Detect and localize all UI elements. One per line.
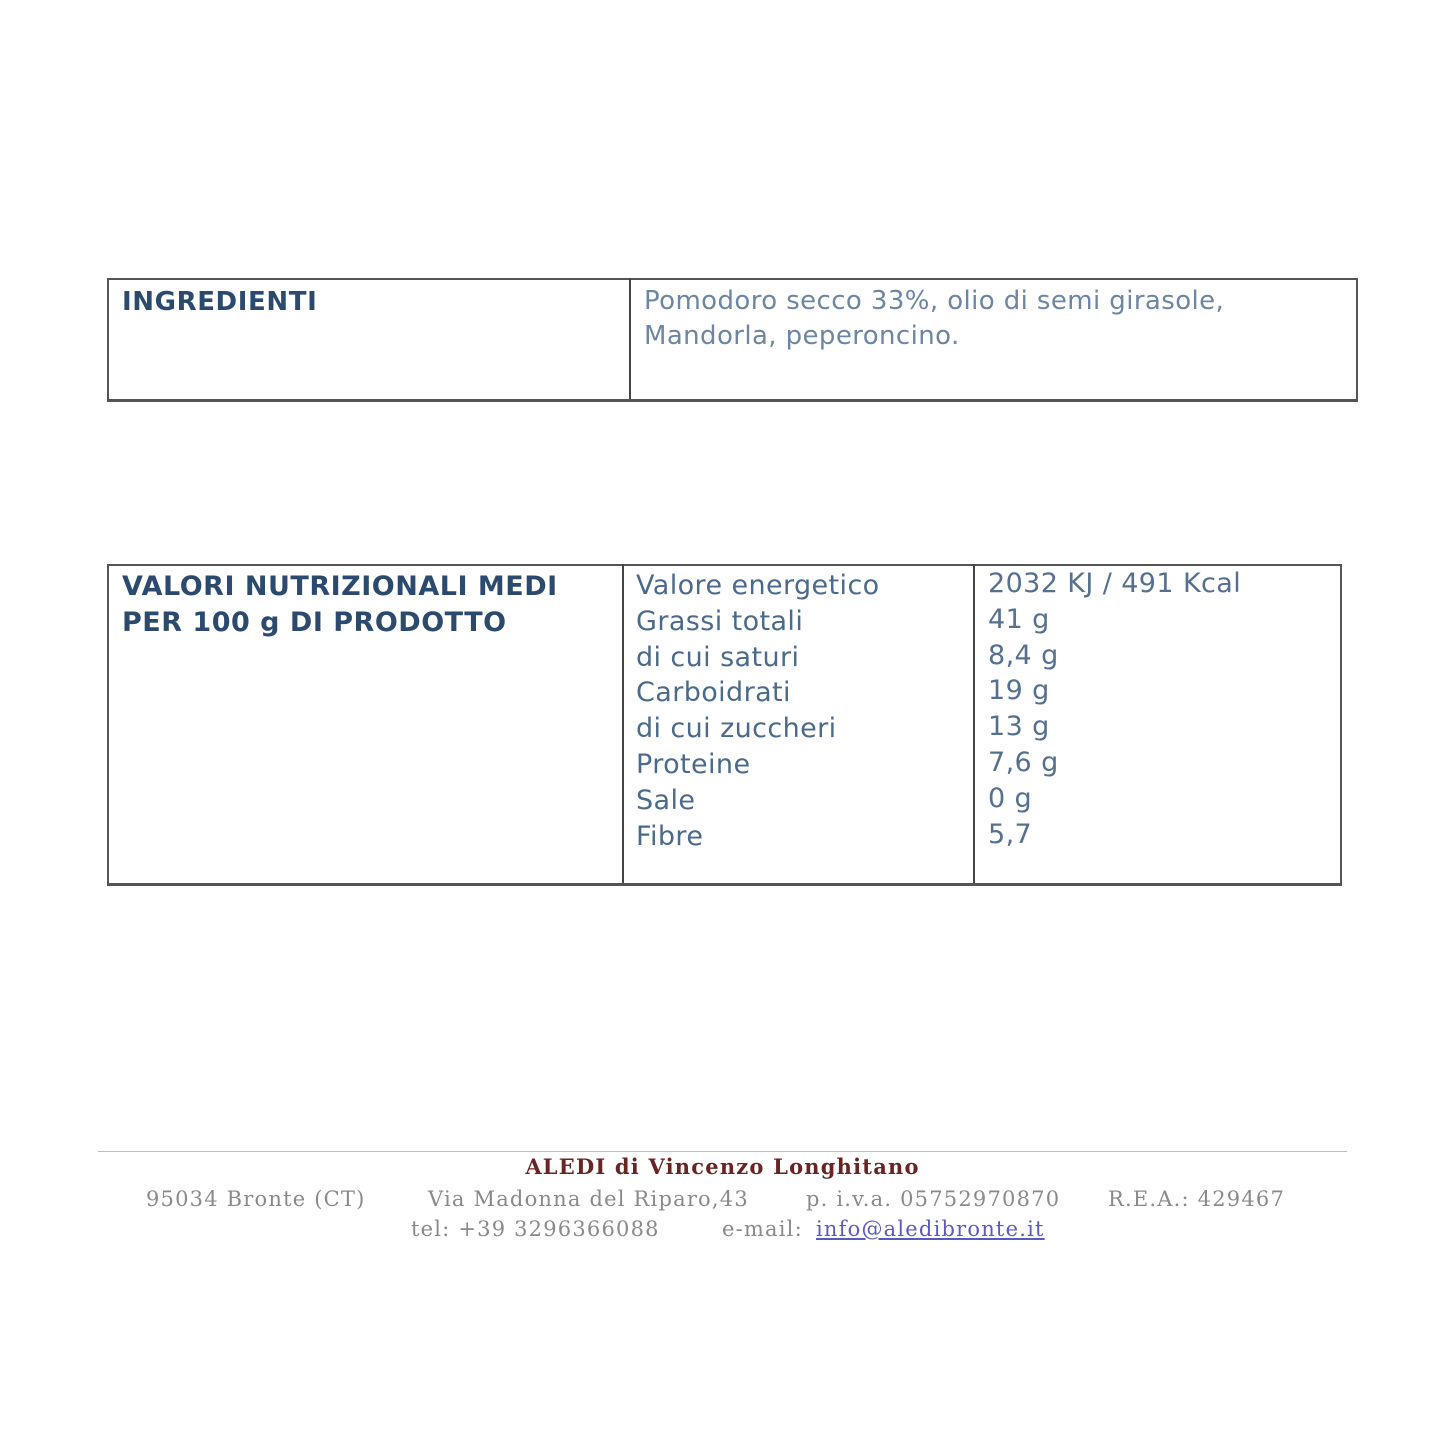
nutrient-values-list — [975, 566, 1340, 852]
nutrient-value-sugars: 13 g — [988, 711, 1050, 743]
nutrient-names-list — [624, 566, 973, 854]
nutrient-value-protein: 7,6 g — [988, 746, 1059, 778]
nutrient-names-cell — [623, 565, 974, 885]
footer-vat-number: p. i.v.a. 05752970870 — [806, 1187, 1061, 1211]
nutrition-label-line: VALORI NUTRIZIONALI MEDI — [122, 571, 558, 602]
ingredients-label: INGREDIENTI — [122, 287, 318, 317]
nutrient-value-fibre: 5,7 — [988, 818, 1033, 850]
footer-rea-number: R.E.A.: 429467 — [1108, 1187, 1286, 1211]
ingredients-text — [631, 280, 1356, 354]
nutrition-table — [107, 564, 1342, 886]
ingredients-row — [108, 279, 1357, 401]
nutrient-value-salt: 0 g — [988, 782, 1033, 814]
ingredients-line: Pomodoro secco 33%, olio di semi girasole, — [644, 286, 1225, 316]
nutrient-value-carbohydrates: 19 g — [988, 675, 1050, 707]
footer-street: Via Madonna del Riparo,43 — [428, 1187, 749, 1211]
footer-email-link[interactable]: info@aledibronte.it — [816, 1217, 1045, 1241]
footer-phone: tel: +39 3296366088 — [411, 1217, 660, 1241]
footer-divider — [98, 1151, 1347, 1152]
nutrition-label-line: PER 100 g DI PRODOTTO — [122, 607, 507, 638]
nutrient-name-sugars: di cui zuccheri — [636, 713, 837, 745]
nutrition-row — [108, 565, 1341, 885]
nutrient-value-saturated: 8,4 g — [988, 639, 1059, 671]
ingredients-line: Mandorla, peperoncino. — [644, 321, 960, 351]
nutrient-value-energy: 2032 KJ / 491 Kcal — [988, 568, 1242, 599]
nutrient-name-carbohydrates: Carboidrati — [636, 677, 791, 709]
ingredients-content-cell — [630, 279, 1357, 401]
nutrient-name-energy: Valore energetico — [636, 570, 880, 601]
ingredients-table — [107, 278, 1358, 402]
footer-email-label: e-mail: — [722, 1217, 803, 1241]
nutrient-name-fibre: Fibre — [636, 820, 704, 852]
footer-company-name: ALEDI di Vincenzo Longhitano — [525, 1154, 920, 1179]
nutrient-values-cell — [974, 565, 1341, 885]
nutrient-name-salt: Sale — [636, 784, 696, 816]
nutrition-label-cell — [108, 565, 623, 885]
footer-city: 95034 Bronte (CT) — [146, 1187, 366, 1211]
nutrient-name-protein: Proteine — [636, 748, 751, 780]
ingredients-label-cell — [108, 279, 630, 401]
nutrient-value-fat: 41 g — [988, 603, 1050, 635]
nutrient-name-saturated: di cui saturi — [636, 641, 800, 673]
nutrition-label — [109, 566, 622, 641]
nutrient-name-fat: Grassi totali — [636, 605, 804, 637]
